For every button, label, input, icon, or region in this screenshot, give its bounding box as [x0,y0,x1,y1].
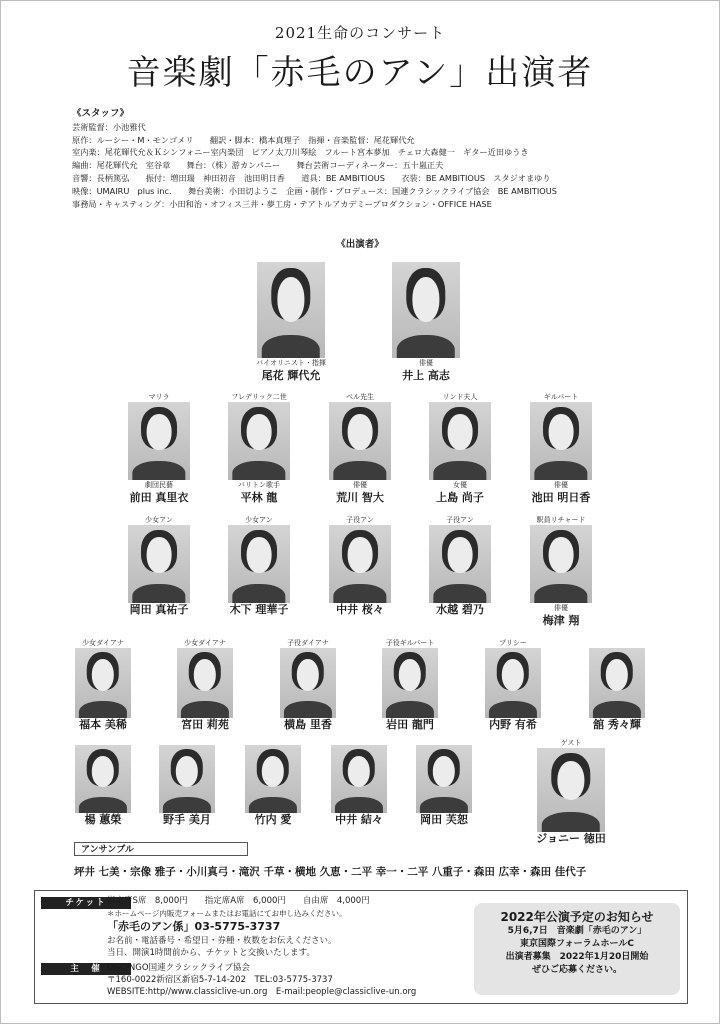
cast-photo [75,745,131,813]
cast-photo [331,745,387,813]
cast-photo [589,648,645,718]
cast-tag: 俳優 [554,481,568,489]
cast-photo [329,525,391,603]
notice-line: 東京国際フォーラムホールC [520,939,634,949]
cast-photo [416,745,472,813]
cast-name: 中井 桜々 [336,603,384,616]
cast-role [381,252,471,262]
cast-tag: バリトン歌手 [238,481,280,489]
cast-photo [159,745,215,813]
cast-photo [228,525,290,603]
ticket-phone[interactable]: 「赤毛のアン係」03-5775-3737 [107,920,281,933]
cast-name: ジョニー 徳田 [536,832,606,845]
cast-role: ベル先生 [346,393,374,401]
notice-title: 2022年公演予定のお知らせ [500,910,654,924]
cast-role [234,735,312,745]
cast-photo [429,525,491,603]
staff-line: 音響：長柄篤弘 振付：増田瑞 神田初音 池田明日香 道具：BE AMBITIOUS 衣装：BE AMBITIOUS スタジオまゆり [72,172,551,183]
cast-member [371,638,449,731]
cast-member [117,515,201,616]
cast-name: 岡田 芙恕 [420,813,468,826]
cast-member [381,252,471,382]
notice-line: 出演者募集 2022年1月20日開始 [505,952,649,962]
cast-tag: バイオリニスト・指揮 [256,359,326,367]
cast-heading: 《出演者》 [336,239,384,250]
organizer-label: 主 催 [41,963,131,975]
cast-role: 駅員リチャード [536,516,586,524]
cast-photo [177,648,233,718]
staff-heading: 《スタッフ》 [72,108,130,119]
cast-member [405,735,483,826]
cast-role: ゲスト [560,739,582,747]
cast-member [418,515,502,616]
cast-role: ギルバート [543,393,579,401]
cast-name: 岡田 真祐子 [129,603,189,616]
staff-line: 室内楽：尾花輝代允＆Ｋシンフォニー室内楽団 ピアノ太刀川琴絵 フルート宮本夢加 チェロ大森健一 ギター近田ゆうき [72,147,529,158]
cast-name: 尾花 輝代允 [261,369,321,382]
cast-name: 木下 理華子 [229,603,289,616]
cast-photo [228,402,290,480]
cast-name: 野手 美月 [163,813,211,826]
staff-line: 芸術監督：小池雅代 [72,121,146,132]
cast-name: 中井 結々 [335,813,383,826]
cast-photo [429,402,491,480]
cast-member [418,392,502,504]
cast-role [246,252,336,262]
cast-role: 子役ギルバート [385,639,435,647]
cast-photo [257,262,325,358]
ticket-instruction: 当日、開演1時間前から、チケットと交換いたします。 [107,948,315,958]
cast-name: 楊 蕙榮 [84,813,122,826]
cast-role: 少女ダイアナ [82,639,124,647]
notice-line: 5月6,7日 音楽劇「赤毛のアン」 [507,926,647,936]
cast-role: 子役アン [346,516,374,524]
cast-role [148,735,226,745]
cast-role: 少女アン [145,516,173,524]
cast-name: 平林 龍 [240,491,278,504]
cast-role: フレデリック二世 [231,393,287,401]
cast-name: 前田 真里衣 [129,491,189,504]
staff-line: 原作：ルーシー・M・モンゴメリ 翻訳・脚本：橋本真理子 指揮・音楽監督：尾花輝代允 [72,134,415,145]
cast-name: 宮田 莉苑 [181,718,229,731]
cast-photo [392,262,460,358]
staff-line: 事務局・キャスティング：小田和治・オフィス三井・夢工房・テアトルアカデミープロダクション・OFFICE HASE [72,198,492,209]
cast-member [117,392,201,504]
cast-member [578,638,656,731]
page-title: 音楽劇「赤毛のアン」出演者 [126,53,594,93]
cast-name: 竹内 愛 [254,813,292,826]
cast-name: 舘 秀々輝 [593,718,641,731]
cast-member [519,515,603,627]
cast-role: 少女アン [245,516,273,524]
organizer-name: DGC/NGO国連クラシックライブ協会 [107,963,250,973]
cast-role: プリシー [499,639,527,647]
cast-name: 福本 美稀 [79,718,127,731]
cast-member [269,638,347,731]
concert-subtitle: 2021生命のコンサート [274,24,446,42]
cast-role [320,735,398,745]
cast-photo [75,648,131,718]
cast-name: 上島 尚子 [436,491,484,504]
cast-role: 子役ダイアナ [287,639,329,647]
cast-name: 内野 有希 [489,718,537,731]
cast-photo [128,525,190,603]
cast-member [474,638,552,731]
staff-line: 編曲：尾花輝代允 室谷章 舞台：（株）游カンパニー 舞台芸術コーディネーター：五十嵐正夫 [72,160,444,171]
staff-section [72,108,672,210]
cast-role: 子役アン [446,516,474,524]
ticket-label: チケット [41,897,131,909]
ensemble-label: アンサンブル [74,842,248,856]
cast-member [64,638,142,731]
notice-box [474,903,680,995]
cast-photo [530,525,592,603]
cast-role: リンド夫人 [442,393,478,401]
cast-member [320,735,398,826]
staff-line: 映像：UMAIRU plus inc. 舞台美術：小田切ようこ 企画・制作・プロデュース：国連クラシックライブ協会 BE AMBITIOUS [72,185,557,196]
cast-name: 池田 明日香 [531,491,591,504]
cast-tag: 俳優 [554,604,568,612]
cast-member [234,735,312,826]
cast-photo [537,748,605,832]
cast-tag: 俳優 [353,481,367,489]
cast-role: マリラ [148,393,170,401]
cast-name: 井上 高志 [402,369,450,382]
organizer-address: 〒160-0022新宿区新宿5-7-14-202 TEL:03-5775-3737 [107,975,333,985]
cast-role [64,735,142,745]
cast-name: 岩田 龍門 [386,718,434,731]
cast-member [522,738,620,845]
cast-name: 荒川 智大 [336,491,384,504]
cast-photo [280,648,336,718]
ticket-prices: 指定席S席 8,000円 指定席A席 6,000円 自由席 4,000円 [107,896,370,906]
cast-member [519,392,603,504]
cast-name: 梅津 翔 [542,614,580,627]
cast-photo [245,745,301,813]
ticket-note: ＊ホームページ内販売フォームまたはお電話にてお申し込みください。 [107,909,347,918]
cast-tag: 劇団民藝 [145,481,173,489]
cast-member [318,515,402,616]
cast-role [578,638,656,648]
cast-role [405,735,483,745]
cast-member [148,735,226,826]
cast-member [64,735,142,826]
cast-name: 水越 碧乃 [436,603,484,616]
organizer-web[interactable]: WEBSITE:http//www.classiclive-un.org E-mail:people@classiclive-un.org [107,987,417,997]
cast-member [318,392,402,504]
ticket-instruction: お名前・電話番号・希望日・券種・枚数をお伝えください。 [107,936,337,946]
cast-member [246,252,336,382]
notice-line: ぜひご応募ください。 [531,965,622,975]
cast-photo [329,402,391,480]
cast-tag: 俳優 [419,359,433,367]
cast-photo [382,648,438,718]
cast-member [217,515,301,616]
cast-role: 少女ダイアナ [184,639,226,647]
cast-photo [128,402,190,480]
cast-tag: 女優 [453,481,467,489]
cast-member [217,392,301,504]
cast-photo [530,402,592,480]
cast-photo [485,648,541,718]
cast-member [166,638,244,731]
ensemble-members: 坪井 七美・宗像 雅子・小川真弓・滝沢 千草・横地 久恵・二平 幸一・二平 八重子・森田 広幸・森田 佳代子 [74,866,587,878]
cast-name: 横島 里香 [284,718,332,731]
